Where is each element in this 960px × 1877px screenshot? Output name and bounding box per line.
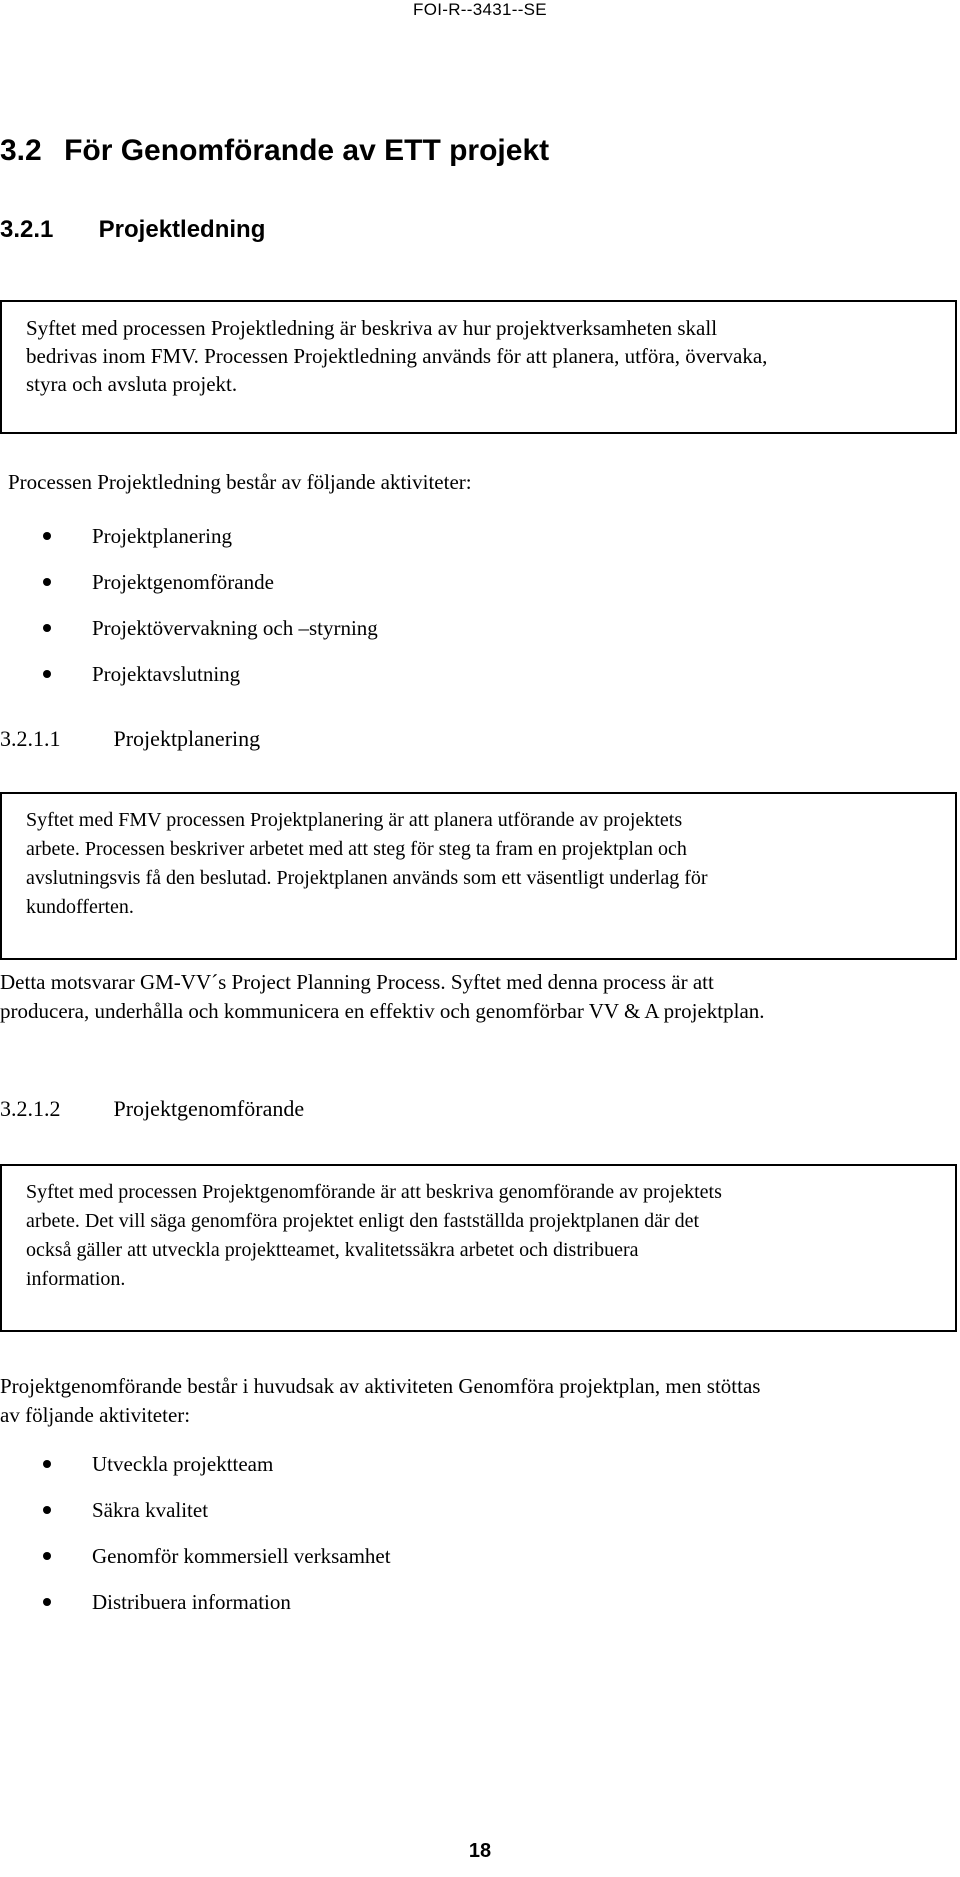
list-item: Säkra kvalitet <box>0 1487 391 1533</box>
bullet-icon <box>43 578 51 586</box>
bullet-icon <box>43 1552 51 1560</box>
bullet-icon <box>43 1460 51 1468</box>
support-activities-list <box>0 1441 391 1625</box>
purpose-box-projektledning <box>0 300 957 434</box>
list-item: Genomför kommersiell verksamhet <box>0 1533 391 1579</box>
subsubsection-heading-projektgenomforande <box>0 1096 304 1122</box>
report-id: FOI-R--3431--SE <box>413 0 547 19</box>
purpose-box-projektgenomforande <box>0 1164 957 1332</box>
subsubsection-number: 3.2.1.1 <box>0 726 61 751</box>
purpose-box-projektplanering <box>0 792 957 960</box>
list-item: Projektplanering <box>0 513 378 559</box>
box-line: kundofferten. <box>26 896 134 918</box>
genomforande-paragraph <box>0 1372 957 1430</box>
list-item: Distribuera information <box>0 1579 391 1625</box>
bullet-icon <box>43 532 51 540</box>
paragraph-line: Detta motsvarar GM-VV´s Project Planning Process. Syftet med denna process är att <box>0 970 714 994</box>
list-item: Projektavslutning <box>0 651 378 697</box>
box-line: Syftet med FMV processen Projektplanering är att planera utförande av projektets <box>26 809 683 831</box>
subsubsection-title: Projektgenomförande <box>113 1096 305 1121</box>
box-line: Syftet med processen Projektledning är beskriva av hur projektverksamheten skall <box>26 316 718 340</box>
bullet-icon <box>43 670 51 678</box>
paragraph-line: av följande aktiviteter: <box>0 1403 191 1427</box>
paragraph-line: Projektgenomförande består i huvudsak av aktiviteten Genomföra projektplan, men stöttas <box>0 1374 761 1398</box>
gmvv-paragraph <box>0 968 957 1026</box>
subsubsection-heading-projektplanering <box>0 726 260 752</box>
list-item: Utveckla projektteam <box>0 1441 391 1487</box>
section-number: 3.2 <box>0 134 42 167</box>
box-line: styra och avsluta projekt. <box>26 372 238 396</box>
bullet-icon <box>43 1598 51 1606</box>
bullet-icon <box>43 624 51 632</box>
subsection-number: 3.2.1 <box>0 216 54 243</box>
box-line: arbete. Det vill säga genomföra projektet enligt den fastställda projektplanen där det <box>26 1210 700 1232</box>
subsubsection-number: 3.2.1.2 <box>0 1096 61 1121</box>
box-line: information. <box>26 1268 126 1290</box>
subsubsection-title: Projektplanering <box>113 726 261 751</box>
box-line: Syftet med processen Projektgenomförande är att beskriva genomförande av projektets <box>26 1181 722 1203</box>
box-line: avslutningsvis få den beslutad. Projektplanen används som ett väsentligt underlag för <box>26 867 708 889</box>
activities-intro: Processen Projektledning består av följande aktiviteter: <box>8 470 472 494</box>
subsection-title: Projektledning <box>98 216 266 243</box>
list-item: Projektgenomförande <box>0 559 378 605</box>
page-number: 18 <box>468 1840 492 1862</box>
section-heading <box>0 134 549 168</box>
box-line: bedrivas inom FMV. Processen Projektledning används för att planera, utföra, övervaka, <box>26 344 768 368</box>
box-line: också gäller att utveckla projektteamet, kvalitetssäkra arbetet och distribuera <box>26 1239 639 1261</box>
activities-list <box>0 513 378 697</box>
subsection-heading <box>0 216 265 244</box>
box-line: arbete. Processen beskriver arbetet med att steg för steg ta fram en projektplan och <box>26 838 687 860</box>
section-title: För Genomförande av ETT projekt <box>64 134 550 167</box>
paragraph-line: producera, underhålla och kommunicera en effektiv och genomförbar VV & A projektplan. <box>0 999 765 1023</box>
list-item: Projektövervakning och –styrning <box>0 605 378 651</box>
bullet-icon <box>43 1506 51 1514</box>
